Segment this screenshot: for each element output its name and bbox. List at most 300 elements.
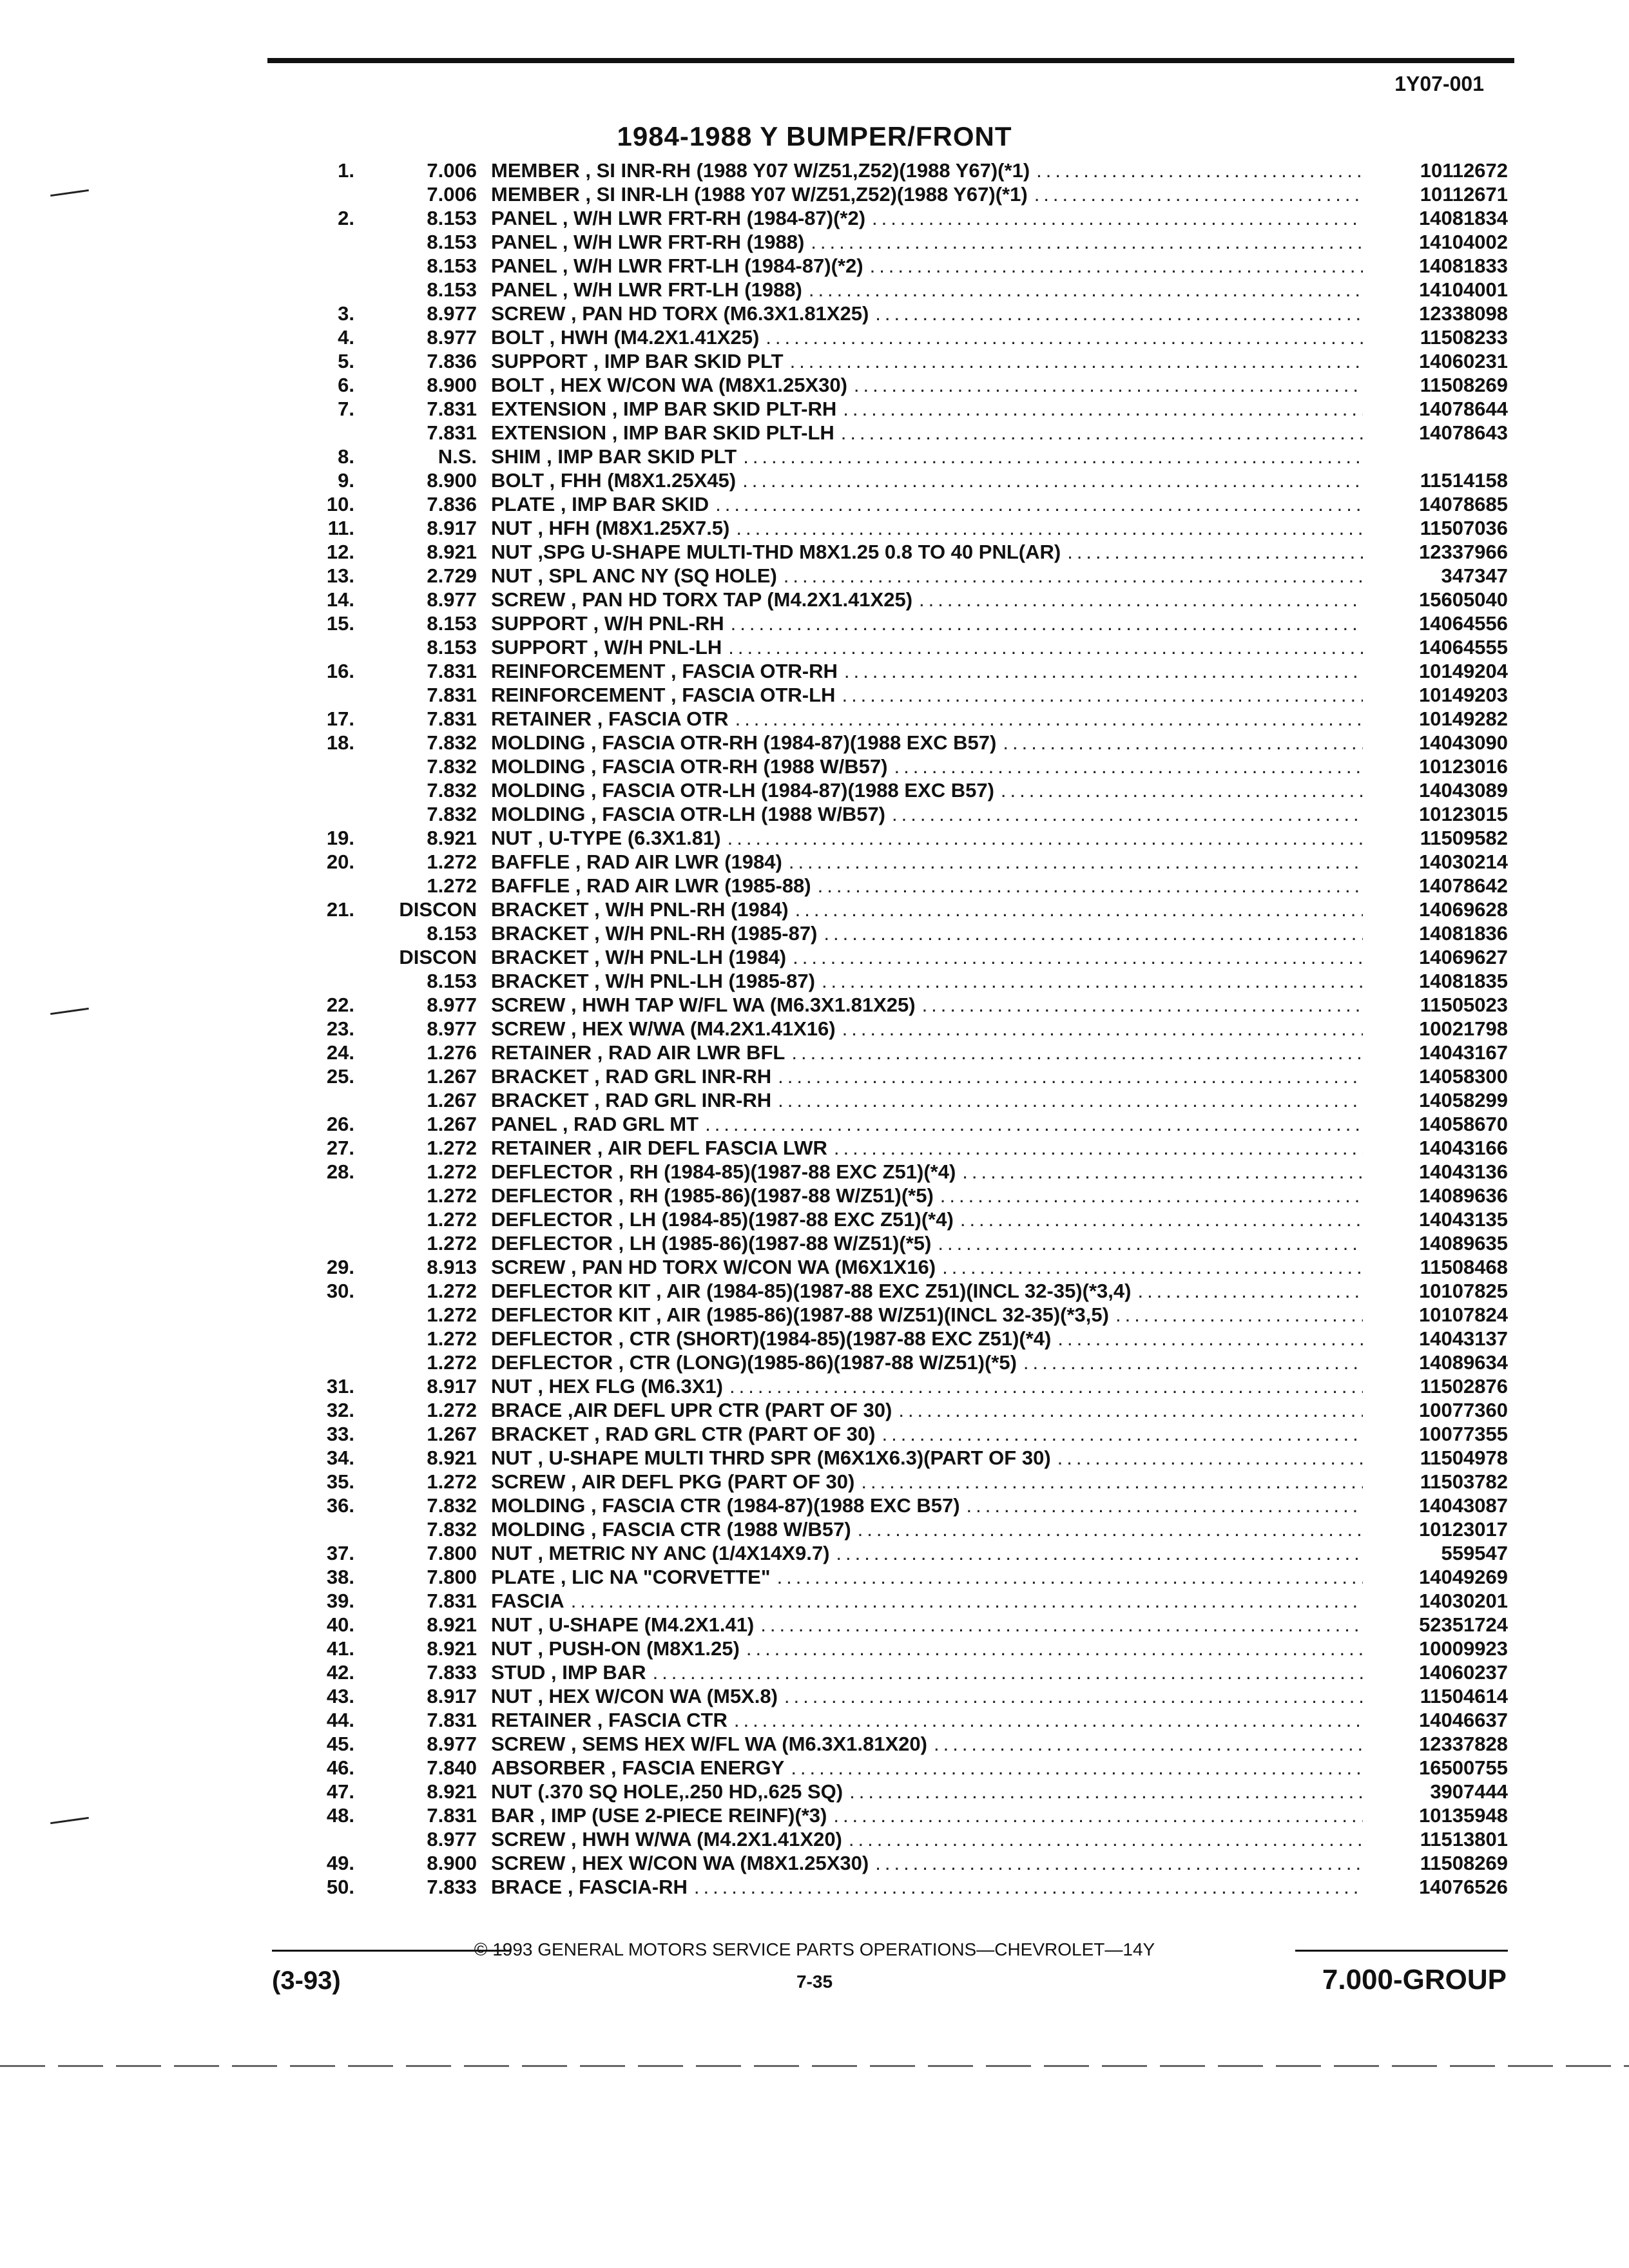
group-number: 7.836 <box>427 350 477 372</box>
group-number: 1.272 <box>427 1327 477 1350</box>
part-row <box>309 1874 1508 1898</box>
dot-leader <box>894 755 1363 778</box>
part-row <box>309 1016 1508 1040</box>
dot-leader <box>882 1423 1363 1446</box>
part-description: REINFORCEMENT , FASCIA OTR-RH <box>491 660 838 682</box>
item-number: 11. <box>327 517 354 539</box>
part-description: BAFFLE , RAD AIR LWR (1985-88) <box>491 874 811 897</box>
part-description-cell <box>491 1303 1363 1327</box>
part-description-cell <box>491 707 1363 731</box>
part-row <box>309 182 1508 206</box>
item-number: 25. <box>326 1065 354 1088</box>
part-number: 14043135 <box>1419 1208 1508 1231</box>
dot-leader <box>870 255 1363 278</box>
part-row <box>309 206 1508 229</box>
group-number: 8.900 <box>427 1852 477 1874</box>
group-number: 8.977 <box>427 994 477 1016</box>
part-description: DEFLECTOR , CTR (LONG)(1985-86)(1987-88 W/Z51)(*5) <box>491 1351 1017 1374</box>
part-description-cell <box>491 1280 1363 1303</box>
part-row <box>309 1588 1508 1612</box>
group-number: 8.153 <box>427 970 477 992</box>
part-description: BOLT , HEX W/CON WA (M8X1.25X30) <box>491 374 847 396</box>
item-number: 12. <box>326 541 354 563</box>
part-row <box>309 158 1508 182</box>
header-rule <box>267 58 1514 63</box>
part-row <box>309 682 1508 706</box>
part-row <box>309 778 1508 802</box>
dot-leader <box>715 493 1363 516</box>
part-description-cell <box>491 231 1363 254</box>
group-number: 8.977 <box>427 1828 477 1850</box>
dot-leader <box>1001 779 1363 802</box>
part-description-cell <box>491 612 1363 635</box>
part-description: RETAINER , FASCIA OTR <box>491 707 729 730</box>
part-number: 10112672 <box>1420 159 1508 182</box>
part-description: NUT (.370 SQ HOLE,.250 HD,.625 SQ) <box>491 1780 843 1803</box>
group-number: 8.153 <box>427 278 477 301</box>
group-number: 8.153 <box>427 922 477 945</box>
dot-leader <box>854 374 1363 397</box>
part-description: SCREW , HEX W/CON WA (M8X1.25X30) <box>491 1852 869 1874</box>
part-row <box>309 992 1508 1016</box>
group-number: 8.977 <box>427 1733 477 1755</box>
part-number: 347347 <box>1441 564 1508 587</box>
part-description: PANEL , W/H LWR FRT-RH (1988) <box>491 231 805 253</box>
part-description-cell <box>491 1709 1363 1732</box>
part-row <box>309 1660 1508 1684</box>
group-number: 7.833 <box>427 1876 477 1898</box>
item-number: 18. <box>326 731 354 754</box>
item-number: 34. <box>326 1446 354 1469</box>
part-description-cell <box>491 1542 1363 1565</box>
part-row <box>309 897 1508 921</box>
item-number: 47. <box>326 1780 354 1803</box>
part-description-cell <box>491 1590 1363 1613</box>
part-row <box>309 802 1508 825</box>
group-number: 7.832 <box>427 1518 477 1541</box>
part-description: EXTENSION , IMP BAR SKID PLT-LH <box>491 421 834 444</box>
part-description: BRACKET , RAD GRL CTR (PART OF 30) <box>491 1423 876 1445</box>
dot-leader <box>892 803 1363 826</box>
dot-leader <box>1057 1327 1363 1350</box>
dot-leader <box>842 1017 1363 1041</box>
part-description: BOLT , HWH (M4.2X1.41X25) <box>491 326 760 349</box>
dot-leader <box>728 827 1363 850</box>
dot-leader <box>736 517 1363 540</box>
part-number: 14058670 <box>1419 1113 1508 1135</box>
part-description-cell <box>491 1494 1363 1517</box>
dot-leader <box>1115 1303 1363 1327</box>
part-row <box>309 515 1508 539</box>
part-number: 11504978 <box>1420 1446 1508 1469</box>
dot-leader <box>818 874 1363 898</box>
dot-leader <box>841 421 1363 445</box>
part-row <box>309 563 1508 587</box>
group-number: 1.276 <box>427 1041 477 1064</box>
part-number: 12338098 <box>1419 302 1508 325</box>
part-row <box>309 1088 1508 1111</box>
dot-leader <box>849 1828 1363 1851</box>
part-description: NUT ,SPG U-SHAPE MULTI-THD M8X1.25 0.8 TO 40 PNL(AR) <box>491 541 1061 563</box>
part-number: 14069628 <box>1419 898 1508 921</box>
dot-leader <box>1003 731 1363 754</box>
part-row <box>309 1827 1508 1850</box>
group-number: 1.272 <box>427 1160 477 1183</box>
part-description-cell <box>491 755 1363 778</box>
dot-leader <box>790 350 1363 373</box>
part-number: 10123017 <box>1419 1518 1508 1541</box>
group-number: 8.977 <box>427 326 477 349</box>
part-description-cell <box>491 660 1363 683</box>
group-number: 8.921 <box>427 1446 477 1469</box>
group-number: 8.921 <box>427 1637 477 1660</box>
part-description-cell <box>491 302 1363 325</box>
part-row <box>309 1731 1508 1755</box>
part-description: BRACKET , W/H PNL-LH (1985-87) <box>491 970 815 992</box>
dot-leader <box>967 1494 1363 1517</box>
item-number: 29. <box>326 1256 354 1278</box>
part-description: REINFORCEMENT , FASCIA OTR-LH <box>491 684 836 706</box>
dot-leader <box>861 1470 1363 1494</box>
part-number: 14076526 <box>1419 1876 1508 1898</box>
part-description-cell <box>491 1232 1363 1255</box>
part-row <box>309 1803 1508 1827</box>
copyright-notice: © 1993 GENERAL MOTORS SERVICE PARTS OPERATIONS—CHEVROLET—14Y <box>474 1939 1155 1959</box>
part-description: DEFLECTOR KIT , AIR (1984-85)(1987-88 EXC Z51)(INCL 32-35)(*3,4) <box>491 1280 1132 1302</box>
part-row <box>309 1445 1508 1469</box>
part-description: PANEL , W/H LWR FRT-LH (1984-87)(*2) <box>491 255 863 277</box>
group-number: 7.832 <box>427 803 477 825</box>
group-number: 1.267 <box>427 1089 477 1111</box>
part-description: SCREW , PAN HD TORX W/CON WA (M6X1X16) <box>491 1256 936 1278</box>
part-description: DEFLECTOR , CTR (SHORT)(1984-85)(1987-88 EXC Z51)(*4) <box>491 1327 1052 1350</box>
group-number: 7.831 <box>427 1709 477 1731</box>
part-number: 10123016 <box>1419 755 1508 778</box>
part-description-cell <box>491 1733 1363 1756</box>
group-number: 7.006 <box>427 159 477 182</box>
part-number: 14089636 <box>1419 1184 1508 1207</box>
part-description: NUT , METRIC NY ANC (1/4X14X9.7) <box>491 1542 830 1564</box>
part-row <box>309 849 1508 873</box>
group-number: 7.831 <box>427 398 477 420</box>
part-row <box>309 1278 1508 1302</box>
part-number: 14030201 <box>1419 1590 1508 1612</box>
item-number: 13. <box>326 564 354 587</box>
part-description-cell <box>491 922 1363 945</box>
part-number: 14060231 <box>1419 350 1508 372</box>
dot-leader <box>922 994 1363 1017</box>
binding-hole-mark <box>50 189 89 197</box>
item-number: 21. <box>326 898 354 921</box>
dot-leader <box>1137 1280 1363 1303</box>
part-description-cell <box>491 1661 1363 1684</box>
group-number: 8.977 <box>427 588 477 611</box>
part-description: DEFLECTOR , RH (1985-86)(1987-88 W/Z51)(*5) <box>491 1184 934 1207</box>
parts-list <box>309 158 1508 1898</box>
part-description-cell <box>491 541 1363 564</box>
group-number: 1.272 <box>427 1280 477 1302</box>
part-row <box>309 1469 1508 1493</box>
item-number: 3. <box>338 302 354 325</box>
item-number: 6. <box>338 374 354 396</box>
dot-leader <box>734 1709 1363 1732</box>
item-number: 42. <box>326 1661 354 1684</box>
part-description-cell <box>491 1208 1363 1231</box>
group-number: 8.921 <box>427 1780 477 1803</box>
group-number: 1.272 <box>427 1232 477 1254</box>
part-description-cell <box>491 1089 1363 1112</box>
part-description: BRACKET , W/H PNL-LH (1984) <box>491 946 787 968</box>
part-description-cell <box>491 374 1363 397</box>
part-row <box>309 1421 1508 1445</box>
dot-leader <box>728 636 1363 659</box>
item-number: 23. <box>326 1017 354 1040</box>
part-row <box>309 1374 1508 1398</box>
part-row <box>309 539 1508 563</box>
group-number: 7.831 <box>427 421 477 444</box>
dot-leader <box>791 1041 1363 1064</box>
part-description: NUT , U-SHAPE MULTI THRD SPR (M6X1X6.3)(PART OF 30) <box>491 1446 1051 1469</box>
part-number: 12337828 <box>1419 1733 1508 1755</box>
dot-leader <box>746 1637 1363 1660</box>
dot-leader <box>811 231 1363 254</box>
dot-leader <box>1023 1351 1363 1374</box>
group-number: 8.921 <box>427 1613 477 1636</box>
part-number: 10077360 <box>1419 1399 1508 1421</box>
group-number: 1.272 <box>427 1470 477 1493</box>
dot-leader <box>938 1232 1363 1255</box>
part-row <box>309 1135 1508 1159</box>
binding-hole-mark <box>50 1817 89 1824</box>
part-description-cell <box>491 1160 1363 1184</box>
item-number: 36. <box>326 1494 354 1517</box>
part-description: RETAINER , RAD AIR LWR BFL <box>491 1041 786 1064</box>
part-row <box>309 1302 1508 1326</box>
part-description-cell <box>491 1446 1363 1470</box>
dot-leader <box>1057 1446 1363 1470</box>
dot-leader <box>875 302 1363 325</box>
part-description: SUPPORT , W/H PNL-LH <box>491 636 722 658</box>
part-description-cell <box>491 874 1363 898</box>
part-row <box>309 1183 1508 1207</box>
part-row <box>309 658 1508 682</box>
part-description: BOLT , FHH (M8X1.25X45) <box>491 469 737 492</box>
part-number: 11508269 <box>1420 1852 1508 1874</box>
part-description: BRACKET , W/H PNL-RH (1985-87) <box>491 922 818 945</box>
part-row <box>309 492 1508 515</box>
part-row <box>309 611 1508 635</box>
dot-leader <box>849 1780 1363 1803</box>
part-number: 559547 <box>1441 1542 1508 1564</box>
item-number: 39. <box>326 1590 354 1612</box>
group-number: 7.832 <box>427 755 477 778</box>
item-number: 26. <box>326 1113 354 1135</box>
part-description-cell <box>491 1756 1363 1780</box>
dot-leader <box>793 946 1363 969</box>
part-description: BRACE , FASCIA-RH <box>491 1876 688 1898</box>
part-description-cell <box>491 445 1363 468</box>
item-number: 46. <box>326 1756 354 1779</box>
part-number: 10077355 <box>1419 1423 1508 1445</box>
dot-leader <box>1036 159 1363 182</box>
group-number: 7.831 <box>427 1590 477 1612</box>
part-number: 14030214 <box>1419 850 1508 873</box>
part-number: 14089634 <box>1419 1351 1508 1374</box>
group-number: DISCON <box>399 898 477 921</box>
part-description: PANEL , W/H LWR FRT-LH (1988) <box>491 278 802 301</box>
item-number: 33. <box>326 1423 354 1445</box>
item-number: 1. <box>338 159 354 182</box>
part-description: SCREW , PAN HD TORX (M6.3X1.81X25) <box>491 302 869 325</box>
part-number: 14078643 <box>1419 421 1508 444</box>
part-number: 10107825 <box>1419 1280 1508 1302</box>
part-description: MOLDING , FASCIA CTR (1988 W/B57) <box>491 1518 851 1541</box>
part-description-cell <box>491 827 1363 850</box>
part-description-cell <box>491 946 1363 969</box>
dot-leader <box>766 326 1363 349</box>
binding-hole-mark <box>50 1008 89 1015</box>
part-description: PANEL , W/H LWR FRT-RH (1984-87)(*2) <box>491 207 866 229</box>
group-number: 8.921 <box>427 827 477 849</box>
part-description-cell <box>491 1423 1363 1446</box>
part-description-cell <box>491 1065 1363 1088</box>
part-row <box>309 825 1508 849</box>
part-description-cell <box>491 255 1363 278</box>
part-number: 52351724 <box>1419 1613 1508 1636</box>
dot-leader <box>778 1065 1363 1088</box>
part-description-cell <box>491 779 1363 802</box>
part-number: 10149203 <box>1419 684 1508 706</box>
part-description-cell <box>491 1828 1363 1851</box>
part-row <box>309 1398 1508 1421</box>
group-number: 8.900 <box>427 469 477 492</box>
part-number: 3907444 <box>1430 1780 1508 1803</box>
part-row <box>309 1159 1508 1183</box>
part-number: 10149282 <box>1419 707 1508 730</box>
item-number: 20. <box>326 850 354 873</box>
group-number: 7.006 <box>427 183 477 206</box>
group-number: 8.153 <box>427 207 477 229</box>
part-row <box>309 968 1508 992</box>
dot-leader <box>844 660 1363 683</box>
part-description-cell <box>491 564 1363 588</box>
part-row <box>309 1517 1508 1541</box>
dot-leader <box>824 922 1363 945</box>
part-number: 11513801 <box>1420 1828 1508 1850</box>
part-number: 14043136 <box>1419 1160 1508 1183</box>
group-number: 8.153 <box>427 612 477 635</box>
part-row <box>309 1350 1508 1374</box>
part-row <box>309 730 1508 754</box>
part-description: SCREW , HWH W/WA (M4.2X1.41X20) <box>491 1828 842 1850</box>
part-number: 14081836 <box>1419 922 1508 945</box>
part-number: 11502876 <box>1420 1375 1508 1398</box>
part-description: SCREW , SEMS HEX W/FL WA (M6.3X1.81X20) <box>491 1733 927 1755</box>
group-number: 7.832 <box>427 731 477 754</box>
part-number: 11505023 <box>1420 994 1508 1016</box>
part-number: 14064556 <box>1419 612 1508 635</box>
part-number: 11514158 <box>1420 469 1508 492</box>
dot-leader <box>743 445 1363 468</box>
item-number: 45. <box>326 1733 354 1755</box>
part-description: NUT , SPL ANC NY (SQ HOLE) <box>491 564 777 587</box>
part-description-cell <box>491 1566 1363 1589</box>
part-number: 16500755 <box>1419 1756 1508 1779</box>
item-number: 31. <box>326 1375 354 1398</box>
part-description: BRACKET , RAD GRL INR-RH <box>491 1089 772 1111</box>
dot-leader <box>842 684 1363 707</box>
part-number: 11509582 <box>1420 827 1508 849</box>
group-number: 8.913 <box>427 1256 477 1278</box>
part-number: 14043167 <box>1419 1041 1508 1064</box>
group-number: 1.272 <box>427 1399 477 1421</box>
part-number: 10107824 <box>1419 1303 1508 1326</box>
group-number: 1.267 <box>427 1065 477 1088</box>
part-description: BAFFLE , RAD AIR LWR (1984) <box>491 850 782 873</box>
part-description: SCREW , HEX W/WA (M4.2X1.41X16) <box>491 1017 836 1040</box>
part-row <box>309 1612 1508 1636</box>
part-description: DEFLECTOR , LH (1984-85)(1987-88 EXC Z51)(*4) <box>491 1208 954 1231</box>
part-row <box>309 921 1508 945</box>
part-number: 14043087 <box>1419 1494 1508 1517</box>
group-number: 7.832 <box>427 779 477 802</box>
dot-leader <box>960 1208 1363 1231</box>
item-number: 15. <box>326 612 354 635</box>
group-number: 8.900 <box>427 374 477 396</box>
part-number: 11508468 <box>1420 1256 1508 1278</box>
item-number: 38. <box>326 1566 354 1588</box>
item-number: 14. <box>326 588 354 611</box>
part-number: 10112671 <box>1420 183 1508 206</box>
group-number: 8.917 <box>427 517 477 539</box>
item-number: 35. <box>326 1470 354 1493</box>
group-number: 7.836 <box>427 493 477 515</box>
part-row <box>309 587 1508 611</box>
group-number: 7.831 <box>427 707 477 730</box>
dot-leader <box>777 1566 1363 1589</box>
part-description-cell <box>491 1637 1363 1660</box>
group-number: 8.917 <box>427 1685 477 1707</box>
group-number: 8.921 <box>427 541 477 563</box>
dot-leader <box>858 1518 1363 1541</box>
part-description: EXTENSION , IMP BAR SKID PLT-RH <box>491 398 837 420</box>
dot-leader <box>875 1852 1363 1875</box>
part-number: 14043166 <box>1419 1137 1508 1159</box>
dot-leader <box>784 564 1363 588</box>
part-row <box>309 1541 1508 1564</box>
group-number: 1.272 <box>427 850 477 873</box>
part-description-cell <box>491 1327 1363 1350</box>
part-description-cell <box>491 1041 1363 1064</box>
document-code: 1Y07-001 <box>1394 72 1484 95</box>
part-description: ABSORBER , FASCIA ENERGY <box>491 1756 785 1779</box>
dot-leader <box>735 707 1363 731</box>
part-number: 14060237 <box>1419 1661 1508 1684</box>
group-number: 8.153 <box>427 255 477 277</box>
group-number: 7.832 <box>427 1494 477 1517</box>
group-number: 1.272 <box>427 1137 477 1159</box>
item-number: 49. <box>326 1852 354 1874</box>
part-description-cell <box>491 421 1363 445</box>
group-number: 7.831 <box>427 660 477 682</box>
item-number: 8. <box>338 445 354 468</box>
group-number: 8.153 <box>427 231 477 253</box>
part-description-cell <box>491 1518 1363 1541</box>
part-number: 14104002 <box>1419 231 1508 253</box>
part-description: MOLDING , FASCIA CTR (1984-87)(1988 EXC B57) <box>491 1494 960 1517</box>
part-description-cell <box>491 1613 1363 1637</box>
dot-leader <box>834 1137 1363 1160</box>
